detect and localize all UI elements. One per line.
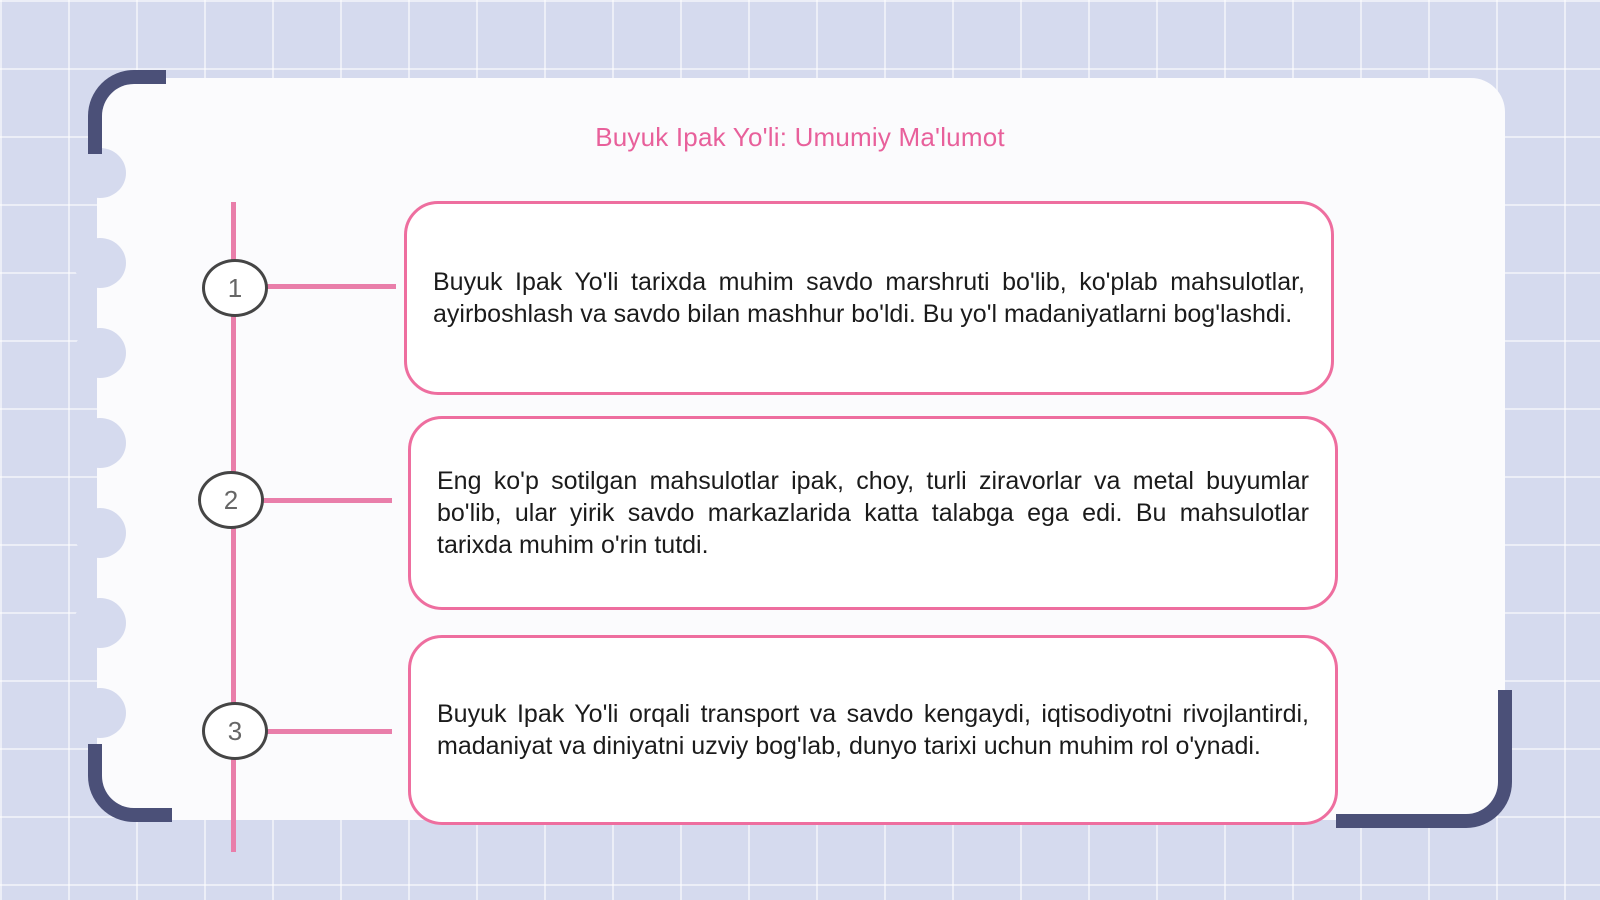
notebook-hole (74, 508, 126, 558)
notebook-hole (74, 598, 126, 648)
info-box-1 (404, 201, 1334, 395)
notebook-hole (74, 328, 126, 378)
step-number-1: 1 (202, 259, 268, 317)
corner-bracket-bottom-left (88, 744, 172, 822)
connector-line-3 (266, 729, 392, 734)
corner-bracket-bottom-right (1336, 690, 1512, 828)
connector-line-1 (266, 284, 396, 289)
connector-line-2 (262, 498, 392, 503)
notebook-hole (74, 238, 126, 288)
info-text-2: Eng ko'p sotilgan mahsulotlar ipak, choy, turli ziravorlar va metal buyumlar bo'lib, ular yirik savdo markazlarida katta talabga ega edi. Bu mahsulotlar tarixda muhim o'rin tutdi. (437, 467, 1309, 559)
step-number-2: 2 (198, 471, 264, 529)
info-box-3 (408, 635, 1338, 825)
notebook-hole (74, 148, 126, 198)
notebook-hole (74, 688, 126, 738)
notebook-hole (74, 418, 126, 468)
info-text-1: Buyuk Ipak Yo'li tarixda muhim savdo marshruti bo'lib, ko'plab mahsulotlar, ayirboshlash va savdo bilan mashhur bo'ldi. Bu yo'l madaniyatlarni bog'lashdi. (433, 268, 1305, 328)
info-text-3: Buyuk Ipak Yo'li orqali transport va savdo kengaydi, iqtisodiyotni rivojlantirdi, madaniyat va diniyatni uzviy bog'lab, dunyo tarixi uchun muhim rol o'ynadi. (437, 700, 1309, 760)
step-number-3: 3 (202, 702, 268, 760)
info-box-2 (408, 416, 1338, 610)
slide-title: Buyuk Ipak Yo'li: Umumiy Ma'lumot (595, 122, 1005, 152)
